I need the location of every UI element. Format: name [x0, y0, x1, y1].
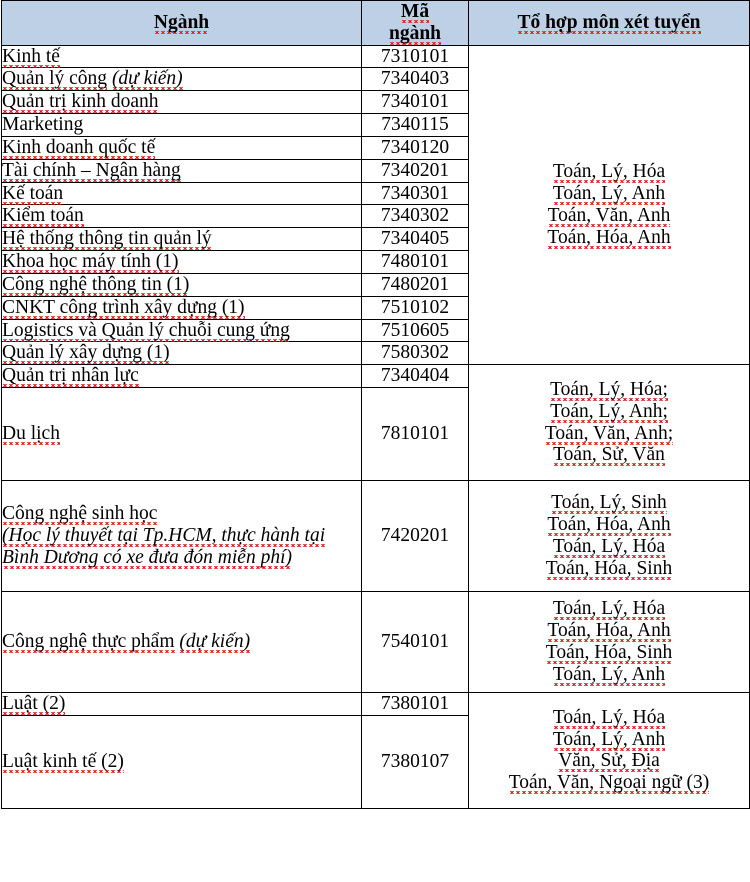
combination-cell-group-5 [469, 693, 750, 809]
program-code-cell: 7380107 [362, 715, 469, 808]
program-name-text: Quản lý xây dựng (1) [2, 342, 170, 364]
combination-line: Toán, Hóa, Anh [547, 620, 671, 642]
combination-line: Toán, Lý, Anh [552, 183, 666, 205]
combination-list [469, 492, 749, 579]
program-name-text: Hệ thống thông tin quản lý [2, 228, 212, 250]
program-name-text: Kinh doanh quốc tế [2, 136, 156, 158]
program-code-cell: 7540101 [362, 592, 469, 693]
program-name-note: (dự kiến) [111, 68, 183, 90]
program-name-text: Công nghệ thông tin (1) [2, 273, 190, 295]
combination-line: Toán, Lý, Sinh [551, 492, 667, 514]
program-code-cell: 7510102 [362, 296, 469, 319]
program-name-text: Quản trị kinh doanh [2, 91, 159, 113]
table-row [2, 45, 750, 68]
combination-line: Toán, Lý, Hóa [552, 706, 666, 728]
combination-cell-group-2 [469, 365, 750, 481]
combination-line: Toán, Lý, Anh; [550, 400, 668, 422]
program-name-cell [2, 228, 362, 251]
program-name-cell [2, 319, 362, 342]
program-name-text: Kinh tế [2, 45, 60, 67]
combination-line: Toán, Lý, Anh [552, 728, 666, 750]
program-name-block [2, 503, 361, 568]
table-row [2, 365, 750, 388]
column-header-nganh [2, 1, 362, 46]
program-name-text: Công nghệ thực phẩm [2, 631, 175, 653]
combination-line: Toán, Lý, Anh [552, 663, 666, 685]
column-header-ma-nganh-line2: ngành [388, 22, 442, 44]
column-header-ma-nganh [362, 1, 469, 46]
program-name-note: (Học lý thuyết tại Tp.HCM, thực hành tại Bình Dương có xe đưa đón miễn phí) [2, 525, 326, 568]
combination-line: Toán, Sử, Văn [553, 444, 665, 466]
combination-line: Toán, Lý, Hóa; [550, 379, 668, 400]
combination-line: Toán, Lý, Hóa [552, 536, 666, 558]
combination-line: Toán, Văn, Ngoại ngữ (3) [508, 772, 710, 794]
program-code-cell: 7810101 [362, 388, 469, 481]
program-code-cell: 7420201 [362, 481, 469, 592]
program-name-cell [2, 251, 362, 274]
program-name-cell [2, 715, 362, 808]
combination-list [469, 598, 749, 685]
program-name-text: Tài chính – Ngân hàng [2, 159, 181, 181]
table-body [2, 45, 750, 808]
combination-line: Toán, Hóa, Anh [547, 514, 671, 536]
program-name-cell [2, 136, 362, 159]
program-code-cell: 7340120 [362, 136, 469, 159]
program-name-cell [2, 481, 362, 592]
header-row [2, 1, 750, 46]
program-name-cell [2, 388, 362, 481]
program-name-cell [2, 91, 362, 114]
program-name-cell [2, 693, 362, 716]
program-name-text: Quản trị nhân lực [2, 365, 139, 387]
program-code-cell: 7340405 [362, 228, 469, 251]
program-name-text: Công nghệ sinh học [2, 503, 158, 525]
program-code-cell: 7380101 [362, 693, 469, 716]
combination-list [469, 707, 749, 794]
program-name-text: Kiểm toán [2, 205, 84, 227]
program-code-cell: 7340403 [362, 68, 469, 91]
program-code-cell: 7510605 [362, 319, 469, 342]
combination-cell-group-4 [469, 592, 750, 693]
program-name-cell [2, 159, 362, 182]
program-code-cell: 7310101 [362, 45, 469, 68]
program-code-cell: 7340201 [362, 159, 469, 182]
program-name-cell [2, 114, 362, 137]
program-code-cell: 7480201 [362, 273, 469, 296]
combination-line: Toán, Văn, Anh; [544, 422, 674, 444]
combination-line: Toán, Hóa, Sinh [545, 557, 673, 579]
program-code-cell: 7580302 [362, 342, 469, 365]
table-row [2, 592, 750, 693]
program-name-text: Luật (2) [2, 693, 66, 715]
program-name-text: Quản lý công [2, 68, 108, 90]
program-name-cell [2, 365, 362, 388]
combination-list [469, 379, 749, 466]
combination-line: Toán, Văn, Anh [547, 204, 671, 226]
program-name-text: Du lịch [2, 423, 60, 445]
program-code-cell: 7340101 [362, 91, 469, 114]
program-name-note: (dự kiến) [179, 631, 251, 653]
program-code-cell: 7480101 [362, 251, 469, 274]
combination-line: Toán, Lý, Hóa [552, 161, 666, 183]
program-name-text: Marketing [2, 114, 84, 136]
column-header-nganh-text: Ngành [153, 11, 210, 33]
combination-line: Toán, Hóa, Anh [547, 226, 671, 248]
column-header-to-hop-mon-text: Tổ hợp môn xét tuyển [517, 11, 701, 33]
program-name-cell [2, 296, 362, 319]
table-row [2, 481, 750, 592]
program-code-cell: 7340115 [362, 114, 469, 137]
program-code-cell: 7340302 [362, 205, 469, 228]
program-name-cell [2, 182, 362, 205]
program-name-text: Khoa học máy tính (1) [2, 251, 179, 273]
combination-line: Toán, Lý, Hóa [552, 598, 666, 620]
combination-cell-group-3 [469, 481, 750, 592]
combination-line: Văn, Sử, Địa [558, 750, 660, 772]
table-row [2, 693, 750, 716]
program-name-cell [2, 342, 362, 365]
program-name-cell [2, 592, 362, 693]
program-name-cell [2, 205, 362, 228]
admissions-table [1, 0, 750, 809]
table-header [2, 1, 750, 46]
program-name-cell [2, 68, 362, 91]
program-name-text: Logistics và Quản lý chuỗi cung ứng [2, 319, 290, 341]
program-name-text: Luật kinh tế (2) [2, 750, 124, 772]
program-name-cell [2, 45, 362, 68]
combination-cell-group-1 [469, 45, 750, 365]
program-name-text: Kế toán [2, 182, 64, 204]
program-name-text: CNKT công trình xây dựng (1) [2, 296, 245, 318]
program-name-cell [2, 273, 362, 296]
column-header-to-hop-mon [469, 1, 750, 46]
program-code-cell: 7340301 [362, 182, 469, 205]
program-code-cell: 7340404 [362, 365, 469, 388]
combination-list [469, 161, 749, 248]
column-header-ma-nganh-line1: Mã [400, 1, 430, 22]
combination-line: Toán, Hóa, Sinh [545, 642, 673, 664]
